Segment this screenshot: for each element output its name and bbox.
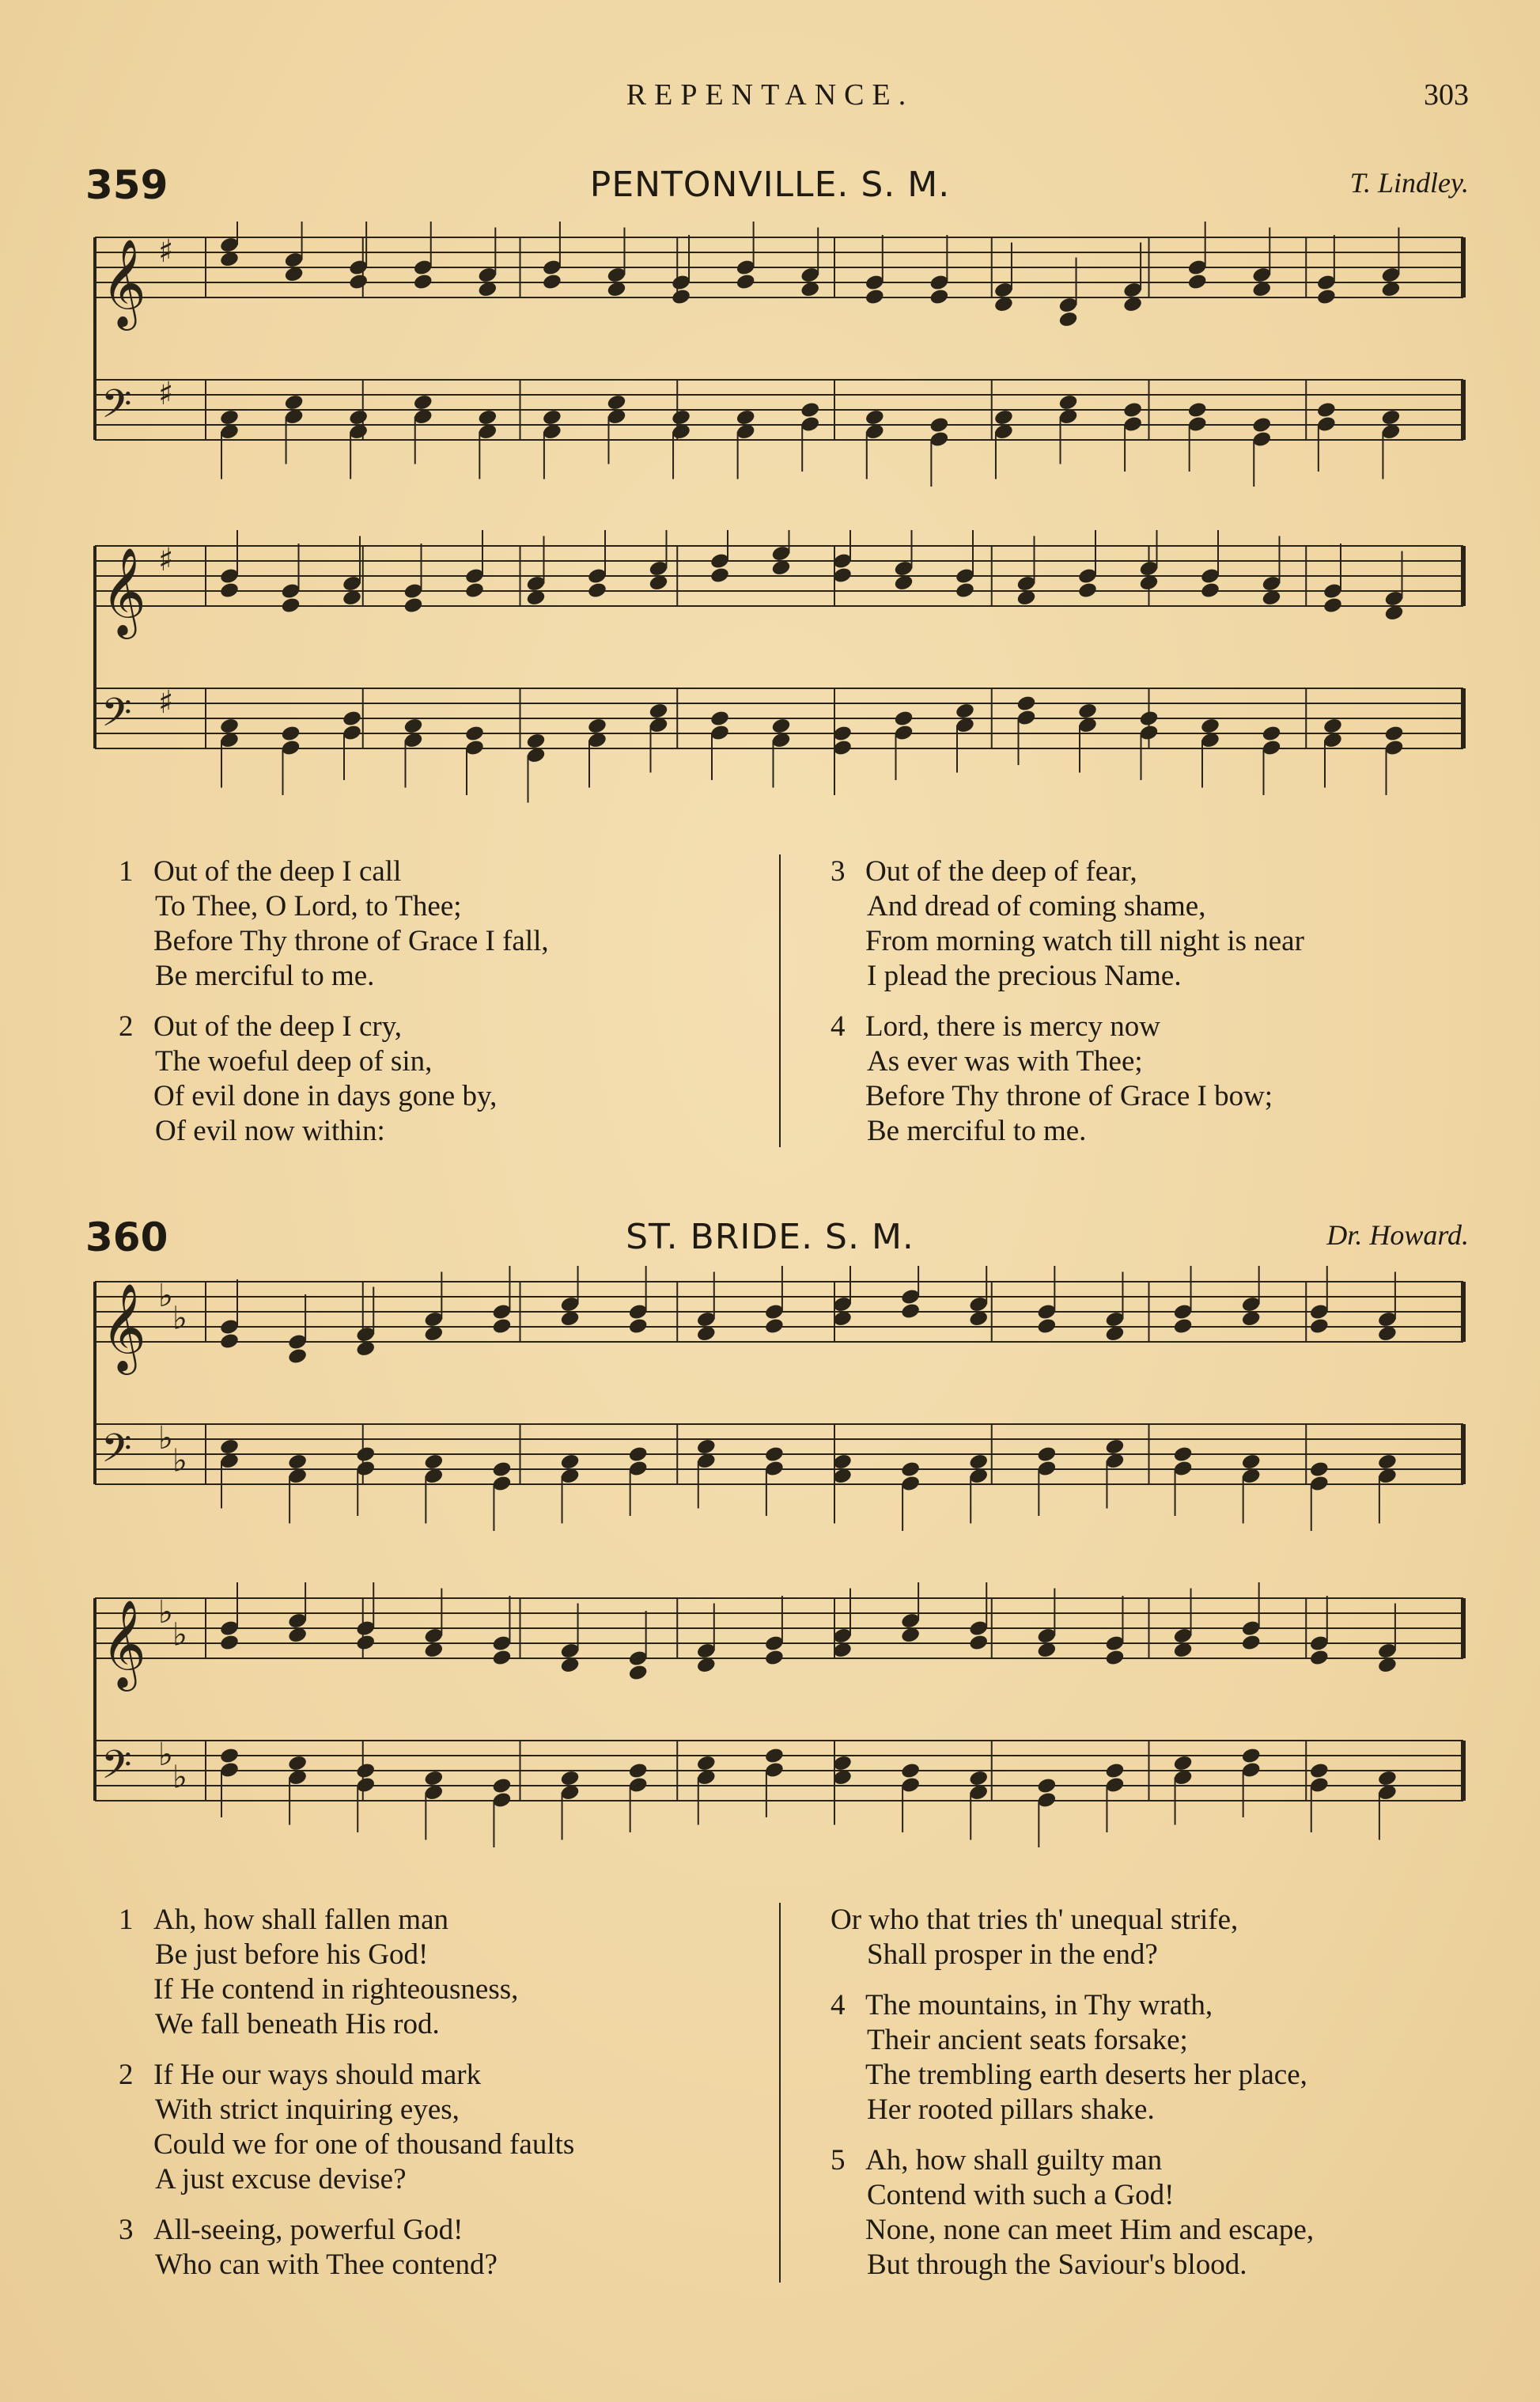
note-head	[403, 597, 423, 615]
note-head	[1309, 1317, 1330, 1335]
note-head	[1187, 273, 1208, 291]
stanza: 2 If He our ways should mark With strict inquiring eyes, Could we for one of thousand faults A just excuse devise?	[119, 2059, 575, 2196]
note-head	[491, 1461, 512, 1479]
note-head	[900, 1762, 921, 1780]
note-head	[1200, 717, 1220, 735]
bass-clef-icon: 𝄢	[101, 1426, 132, 1481]
note-head	[1380, 408, 1401, 426]
note-head	[1016, 695, 1036, 713]
note-head	[764, 1747, 785, 1765]
note-head	[696, 1754, 717, 1772]
note-head	[219, 582, 240, 600]
note-head	[280, 725, 301, 743]
bass-clef-icon: 𝄢	[101, 381, 132, 437]
note-head	[628, 1445, 649, 1464]
stanza: 4 Lord, there is mercy now As ever was with Thee; Before Thy throne of Grace I bow; Be merciful to me.	[831, 1010, 1273, 1147]
note-head	[1309, 1461, 1330, 1479]
note-head	[219, 1634, 240, 1652]
note-head	[764, 1317, 785, 1335]
key-signature-icon: ♭	[172, 1759, 187, 1796]
note-head	[1261, 725, 1281, 743]
stanza: 4 The mountains, in Thy wrath, Their ancient seats forsake; The trembling earth deserts her place, Her rooted pillars shake.	[831, 1989, 1307, 2126]
note-head	[1200, 582, 1220, 600]
note-head	[671, 408, 691, 426]
tune-title-st-bride: ST. BRIDE. S. M.	[626, 1217, 914, 1257]
note-head	[770, 717, 791, 735]
note-head	[542, 408, 562, 426]
key-signature-icon: ♭	[172, 1616, 187, 1654]
note-head	[348, 408, 369, 426]
note-head	[893, 710, 914, 728]
composer-lindley: T. Lindley.	[1349, 167, 1469, 199]
composer-howard: Dr. Howard.	[1326, 1219, 1469, 1251]
note-head	[800, 401, 820, 419]
column-divider	[779, 854, 781, 1147]
note-head	[219, 1747, 240, 1765]
note-head	[865, 288, 885, 306]
note-head	[900, 1302, 921, 1320]
note-head	[968, 1634, 989, 1652]
note-head	[1172, 1754, 1193, 1772]
note-head	[696, 1438, 717, 1456]
note-head	[671, 288, 691, 306]
column-divider	[779, 1903, 781, 2283]
key-signature-icon: ♯	[158, 233, 174, 270]
note-head	[1036, 1317, 1057, 1335]
note-head	[1122, 401, 1143, 419]
note-head	[1322, 717, 1343, 735]
note-head	[993, 408, 1014, 426]
note-head	[1377, 1769, 1398, 1787]
stanza: 2 Out of the deep I cry, The woeful deep of sin, Of evil done in days gone by, Of evil now within:	[119, 1010, 498, 1147]
note-head	[955, 582, 975, 600]
note-head	[280, 597, 301, 615]
stanza: 1 Out of the deep I call To Thee, O Lord, to Thee; Before Thy throne of Grace I fall, Be merciful to me.	[119, 855, 549, 992]
score-system-3	[79, 1266, 1479, 1567]
note-head	[219, 1332, 240, 1351]
note-head	[355, 1634, 376, 1652]
stanza: 3 Out of the deep of fear, And dread of coming shame, From morning watch till night is near I plead the precious Name.	[831, 855, 1304, 992]
treble-clef-icon: 𝄞	[101, 238, 146, 327]
stanza: 5 Ah, how shall guilty man Contend with such a God! None, none can meet Him and escape, But through the Saviour's blood.	[831, 2144, 1315, 2281]
note-head	[587, 717, 607, 735]
note-head	[403, 717, 423, 735]
note-head	[287, 1754, 308, 1772]
note-head	[491, 1317, 512, 1335]
note-head	[491, 1649, 512, 1667]
note-head	[491, 1777, 512, 1795]
note-head	[423, 1769, 444, 1787]
note-head	[542, 273, 562, 291]
note-head	[929, 288, 949, 306]
note-head	[1058, 393, 1078, 411]
key-signature-icon: ♭	[172, 1442, 187, 1479]
note-head	[929, 416, 949, 434]
note-head	[1309, 1762, 1330, 1780]
note-head	[284, 393, 305, 411]
note-head	[900, 1461, 921, 1479]
note-head	[628, 1317, 649, 1335]
note-head	[559, 1769, 580, 1787]
note-head	[709, 710, 730, 728]
music-system-2	[79, 530, 1479, 847]
hymn-number-359: 359	[85, 162, 168, 208]
stanza: Or who that tries th' unequal strife, Shall prosper in the end?	[831, 1904, 1239, 1971]
note-head	[423, 1453, 444, 1471]
note-head	[1104, 1762, 1125, 1780]
treble-clef-icon: 𝄞	[101, 1282, 146, 1371]
music-system-3	[79, 1266, 1479, 1567]
score-system-1	[79, 222, 1479, 522]
note-head	[1316, 401, 1337, 419]
note-head	[1077, 582, 1098, 600]
key-signature-icon: ♭	[172, 1300, 187, 1337]
key-signature-icon: ♭	[158, 1737, 173, 1773]
note-head	[1172, 1445, 1193, 1464]
note-head	[1316, 288, 1337, 306]
note-head	[648, 702, 668, 720]
note-head	[1383, 725, 1404, 743]
note-head	[355, 1445, 376, 1464]
key-signature-icon: ♭	[158, 1420, 173, 1457]
treble-clef-icon: 𝄞	[101, 1599, 146, 1688]
note-head	[525, 732, 546, 750]
note-head	[464, 725, 485, 743]
note-head	[219, 1438, 240, 1456]
note-head	[342, 710, 362, 728]
note-head	[413, 393, 433, 411]
note-head	[709, 566, 730, 585]
note-head	[606, 393, 626, 411]
note-head	[219, 717, 240, 735]
note-head	[355, 1762, 376, 1780]
note-head	[287, 1453, 308, 1471]
stanza: 3 All-seeing, powerful God! Who can with Thee contend?	[119, 2214, 498, 2281]
note-head	[464, 582, 485, 600]
bass-clef-icon: 𝄢	[101, 690, 132, 745]
verse-column-right	[831, 1903, 1314, 2298]
note-head	[628, 1664, 649, 1682]
note-head	[587, 582, 607, 600]
score-system-4	[79, 1582, 1479, 1899]
verse-column-left	[119, 854, 549, 1165]
note-head	[348, 273, 369, 291]
note-head	[968, 1769, 989, 1787]
note-head	[1309, 1649, 1330, 1667]
music-system-4	[79, 1582, 1479, 1899]
hymn-number-360: 360	[85, 1214, 168, 1260]
note-head	[865, 408, 885, 426]
note-head	[1172, 1317, 1193, 1335]
score-system-2	[79, 530, 1479, 847]
note-head	[1241, 1453, 1262, 1471]
note-head	[955, 702, 975, 720]
note-head	[1187, 401, 1208, 419]
note-head	[287, 1347, 308, 1366]
treble-clef-icon: 𝄞	[101, 547, 146, 635]
note-head	[1241, 1747, 1262, 1765]
note-head	[1036, 1777, 1057, 1795]
key-signature-icon: ♭	[158, 1594, 173, 1631]
note-head	[968, 1453, 989, 1471]
key-signature-icon: ♯	[158, 684, 174, 721]
note-head	[1104, 1649, 1125, 1667]
stanza: 1 Ah, how shall fallen man Be just before his God! If He contend in righteousness, We fall beneath His rod.	[119, 1904, 519, 2040]
note-head	[413, 273, 433, 291]
key-signature-icon: ♯	[158, 542, 174, 578]
bass-clef-icon: 𝄢	[101, 1742, 132, 1798]
note-head	[1104, 1438, 1125, 1456]
music-system-1	[79, 222, 1479, 522]
note-head	[559, 1453, 580, 1471]
note-head	[1377, 1453, 1398, 1471]
note-head	[1077, 702, 1098, 720]
note-head	[628, 1762, 649, 1780]
verse-column-left	[119, 1903, 574, 2298]
key-signature-icon: ♯	[158, 376, 174, 412]
tune-title-pentonville: PENTONVILLE. S. M.	[589, 165, 951, 205]
note-head	[764, 1649, 785, 1667]
note-head	[1036, 1445, 1057, 1464]
note-head	[764, 1445, 785, 1464]
note-head	[736, 408, 756, 426]
note-head	[219, 408, 240, 426]
note-head	[1322, 597, 1343, 615]
note-head	[1241, 1634, 1262, 1652]
note-head	[1138, 710, 1159, 728]
running-head: REPENTANCE.	[626, 78, 914, 112]
note-head	[736, 273, 756, 291]
note-head	[1251, 416, 1272, 434]
page-number: 303	[1424, 78, 1469, 112]
note-head	[477, 408, 498, 426]
verse-column-right	[831, 854, 1304, 1165]
note-head	[1058, 310, 1078, 328]
key-signature-icon: ♭	[158, 1278, 173, 1314]
